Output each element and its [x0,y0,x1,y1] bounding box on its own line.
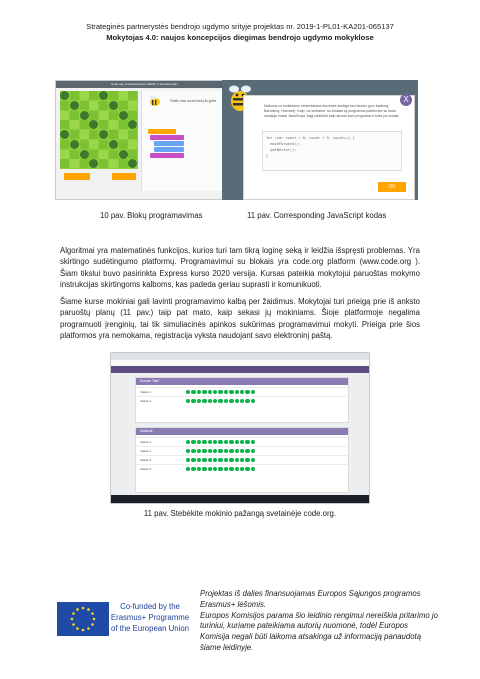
lesson-progress-dots [186,458,256,463]
maze-cell [109,150,118,159]
lesson-dot[interactable] [191,449,195,453]
lesson-dot[interactable] [186,399,190,403]
lesson-dot[interactable] [208,458,212,462]
maze-cell [99,120,108,129]
lesson-dot[interactable] [224,440,228,444]
lesson-dot[interactable] [224,449,228,453]
lesson-dot[interactable] [186,449,190,453]
lesson-dot[interactable] [229,390,233,394]
lesson-dot[interactable] [245,449,249,453]
lesson-dot[interactable] [208,399,212,403]
lesson-dot[interactable] [240,467,244,471]
run-button[interactable] [64,173,90,180]
lesson-dot[interactable] [218,449,222,453]
maze-cell [70,120,79,129]
maze-cell [70,101,79,110]
lesson-dot[interactable] [191,390,195,394]
cofunded-text: Co-funded by the Erasmus+ Programme of the European Union [110,602,190,633]
lesson-dot[interactable] [235,399,239,403]
maze-cell [109,120,118,129]
lesson-progress-dots [186,449,256,454]
lesson-dot[interactable] [213,440,217,444]
maze-cell [70,150,79,159]
section-course-title: Kursas "Mar" [140,379,160,383]
lesson-dot[interactable] [240,399,244,403]
maze-cell [99,111,108,120]
code-block [262,131,402,171]
header-project-line: Strateginės partnerystės bendrojo ugdymo srityje projektas nr. 2019-1-PL01-KA201-065137 [86,22,394,31]
site-navbar [111,366,369,373]
student-name: Vaikas 1 [140,390,152,394]
eu-star [87,627,90,630]
disclaimer-line: Projektas iš dalies finansuojamas Europos Sąjungos programos [200,589,421,598]
maze-cell [80,140,89,149]
lesson-dot[interactable] [218,390,222,394]
lesson-dot[interactable] [224,399,228,403]
maze-cell [89,111,98,120]
eu-star [82,629,85,632]
maze-cell [119,101,128,110]
maze-cell [80,150,89,159]
lesson-dot[interactable] [191,440,195,444]
lesson-dot[interactable] [197,440,201,444]
lesson-dot[interactable] [197,467,201,471]
lesson-dot[interactable] [197,449,201,453]
maze-cell [70,159,79,168]
code-line: } [266,154,269,158]
maze-cell [128,150,137,159]
app-topbar [56,81,231,88]
lesson-dot[interactable] [208,390,212,394]
maze-cell [128,111,137,120]
header-title-line: Mokytojas 4.0: naujos koncepcijos diegimas bendrojo ugdymo mokyklose [106,33,374,42]
lesson-dot[interactable] [213,390,217,394]
maze-cell [60,140,69,149]
code-line: getNectar(); [266,148,297,152]
caption-figure-11: 11 pav. Corresponding JavaScript kodas [247,211,387,220]
caption-figure-progress: 11 pav. Stebėkite mokinio pažangą svetainėje code.org. [143,509,337,518]
maze-cell [109,101,118,110]
app-title: Code.org: Kursas Express (2020), 2 pamoka (ekr.) [111,82,179,86]
code-dialog [243,95,415,200]
maze-cell [109,140,118,149]
maze-cell [89,120,98,129]
lesson-dot[interactable] [202,458,206,462]
browser-tabbar [111,353,369,360]
disclaimer-line: Komisija negali būti laikoma atsakinga už informaciją panaudotą [200,632,422,642]
lesson-dot[interactable] [245,467,249,471]
block-repeat-end[interactable] [150,153,184,158]
maze-cell [128,101,137,110]
lesson-dot[interactable] [191,467,195,471]
lesson-dot[interactable] [240,458,244,462]
eu-flag-icon [57,602,109,636]
paragraph-algorithms: Algoritmai yra matematinės funkcijos, kurios turi tam tikrą loginę seką ir leidžia išspręsti problemas. Yra skirtingo sudėtingumo platformų. Programavimui su blokais yra code.org platform (www.code.org ). Šiam tikslui buvo pasirinkta Express kurso 2020 versija. Kursas pateikia mokytojui paruoštas mokymo instrukcijas skirtingoms kalboms, kas padeda geriau suprasti ir komunikuoti. [60,246,420,289]
maze-cell [109,91,118,100]
lesson-dot[interactable] [202,399,206,403]
maze-cell [80,159,89,168]
maze-cell [80,91,89,100]
figure-javascript-code [222,80,418,200]
lesson-progress-dots [186,390,256,395]
disclaimer-line: Europos Komisijos parama šio leidinio rengimui nereiškia pritarimo jo [200,610,438,620]
maze-cell [70,111,79,120]
lesson-dot[interactable] [202,440,206,444]
maze-cell [89,159,98,168]
lesson-dot[interactable] [235,467,239,471]
maze-cell [70,140,79,149]
lesson-dot[interactable] [229,458,233,462]
maze-cell [80,120,89,129]
lesson-dot[interactable] [229,467,233,471]
maze-cell [70,130,79,139]
maze-cell [99,91,108,100]
lesson-dot[interactable] [218,399,222,403]
lesson-dot[interactable] [197,390,201,394]
maze-cell [128,159,137,168]
ok-button[interactable]: OK [378,182,406,192]
lesson-dot[interactable] [202,467,206,471]
maze-cell [109,130,118,139]
lesson-dot[interactable] [197,399,201,403]
student-name: Vaikas 5 [140,458,152,462]
step-button[interactable] [112,173,136,180]
lesson-dot[interactable] [251,399,255,403]
block-turn[interactable] [154,147,184,152]
lesson-dot[interactable] [240,390,244,394]
eu-star [82,607,85,610]
lesson-dot[interactable] [245,440,249,444]
maze-cell [89,101,98,110]
maze-cell [119,111,128,120]
lesson-dot[interactable] [202,449,206,453]
maze-cell [60,150,69,159]
maze-cell [128,130,137,139]
maze-cell [89,150,98,159]
lesson-dot[interactable] [235,449,239,453]
eu-star [72,623,75,626]
lesson-dot[interactable] [240,440,244,444]
block-repeat[interactable] [150,135,184,140]
os-taskbar [111,495,369,503]
maze-cell [128,91,137,100]
maze-cell [60,111,69,120]
lesson-progress-dots [186,440,256,445]
lesson-dot[interactable] [186,390,190,394]
lesson-dot[interactable] [208,449,212,453]
lesson-progress-dots [186,467,256,472]
maze-cell [60,159,69,168]
caption-figure-10: 10 pav. Blokų programavimas [100,211,203,220]
eu-star [91,623,94,626]
maze-cell [119,91,128,100]
maze-cell [60,91,69,100]
progress-section-students [135,427,349,493]
eu-star [87,608,90,611]
maze-cell [80,130,89,139]
student-name: Vaikas 6 [140,467,152,471]
disclaimer-line: turiniui, kuriame pateikiama autorių nuomonė, todėl Europos [200,621,409,631]
disclaimer-line: Erasmus+ lėšomis. [200,599,267,609]
maze-cell [119,140,128,149]
eu-star [76,627,79,630]
maze-cell [99,140,108,149]
eu-star [71,618,74,621]
lesson-dot[interactable] [218,467,222,471]
student-name: Vaikas 3 [140,440,152,444]
progress-section-course [135,377,349,423]
lesson-dot[interactable] [251,440,255,444]
block-move-forward[interactable] [154,141,184,146]
lesson-dot[interactable] [191,399,195,403]
instruction-text: Padėk man surasti kelią iki gėlės [170,99,217,103]
maze-cell [70,91,79,100]
lesson-dot[interactable] [235,440,239,444]
lesson-dot[interactable] [202,390,206,394]
eu-cofunded-logo [57,601,192,637]
maze-cell [119,120,128,129]
maze-grid [60,91,138,169]
lesson-dot[interactable] [208,440,212,444]
lesson-dot[interactable] [213,467,217,471]
lesson-dot[interactable] [186,440,190,444]
eu-star [72,612,75,615]
lesson-dot[interactable] [224,467,228,471]
lesson-dot[interactable] [186,467,190,471]
code-line: for (var count = 0; count < 5; count++) { [266,136,355,140]
maze-cell [60,101,69,110]
block-when-run[interactable] [148,129,176,134]
maze-cell [89,130,98,139]
eu-star [93,618,96,621]
student-name: Vaikas 2 [140,399,152,403]
lesson-dot[interactable] [251,449,255,453]
maze-cell [60,130,69,139]
maze-cell [109,111,118,120]
bee-icon [148,95,162,107]
code-line: moveForward(); [266,142,301,146]
lesson-dot[interactable] [235,458,239,462]
maze-cell [128,120,137,129]
lesson-dot[interactable] [229,440,233,444]
maze-cell [99,101,108,110]
dialog-message: Matoma su mokiniams universalaus eksmoze sindiga esn blocks (pvz žaidimą, Barbaimę, Harvard). Kaip, va verkame, su blokais tą porgramos patelevies su kodo versijoje matai JavaScript, taigi pažiūrėk kaip atrodo tavo programa ir koks jos kodas. [264,104,400,118]
maze-cell [99,159,108,168]
lesson-dot[interactable] [245,390,249,394]
lesson-dot[interactable] [229,449,233,453]
lesson-dot[interactable] [197,458,201,462]
lesson-dot[interactable] [251,467,255,471]
maze-cell [80,111,89,120]
lesson-dot[interactable] [229,399,233,403]
lesson-dot[interactable] [235,390,239,394]
footer-disclaimer [200,589,465,654]
progress-row[interactable] [136,464,348,474]
maze-cell [60,120,69,129]
lesson-dot[interactable] [245,458,249,462]
maze-cell [89,91,98,100]
maze-cell [89,140,98,149]
lesson-dot[interactable] [240,449,244,453]
figure-student-progress [110,352,370,504]
lesson-dot[interactable] [186,458,190,462]
maze-cell [119,150,128,159]
progress-row[interactable] [136,396,348,406]
lesson-dot[interactable] [251,390,255,394]
lesson-dot[interactable] [191,458,195,462]
maze-cell [119,159,128,168]
lesson-dot[interactable] [224,458,228,462]
close-icon[interactable]: X [400,94,412,106]
maze-cell [99,150,108,159]
eu-star [76,608,79,611]
lesson-progress-dots [186,399,256,404]
lesson-dot[interactable] [213,399,217,403]
lesson-dot[interactable] [224,390,228,394]
maze-cell [128,140,137,149]
lesson-dot[interactable] [213,458,217,462]
lesson-dot[interactable] [218,440,222,444]
section-students-title: Mokiniai [140,429,153,433]
lesson-dot[interactable] [208,467,212,471]
disclaimer-line: šiame leidinyje. [200,642,254,652]
lesson-dot[interactable] [213,449,217,453]
eu-star [91,612,94,615]
lesson-dot[interactable] [218,458,222,462]
paragraph-course: Šiame kurse mokiniai gali lavinti programavimo kalbą per žaidimus. Mokytojai turi prieigą prie iš anksto paruoštų planų (11 pav.) taip pat mato, kaip sekasi jų mokiniams. Šioje platformoje negalima programuoti įrenginių, tai tik simuliacinės apinkos sukūrimas programavimui mokyti. Prieiga prie šios platformos yra nemokama, registracija vyksta naudojant savo elektroninį paštą. [60,297,420,340]
maze-cell [99,130,108,139]
student-name: Vaikas 4 [140,449,152,453]
maze-cell [119,130,128,139]
lesson-dot[interactable] [251,458,255,462]
lesson-dot[interactable] [245,399,249,403]
figure-block-programming [55,80,232,200]
maze-cell [80,101,89,110]
maze-cell [109,159,118,168]
